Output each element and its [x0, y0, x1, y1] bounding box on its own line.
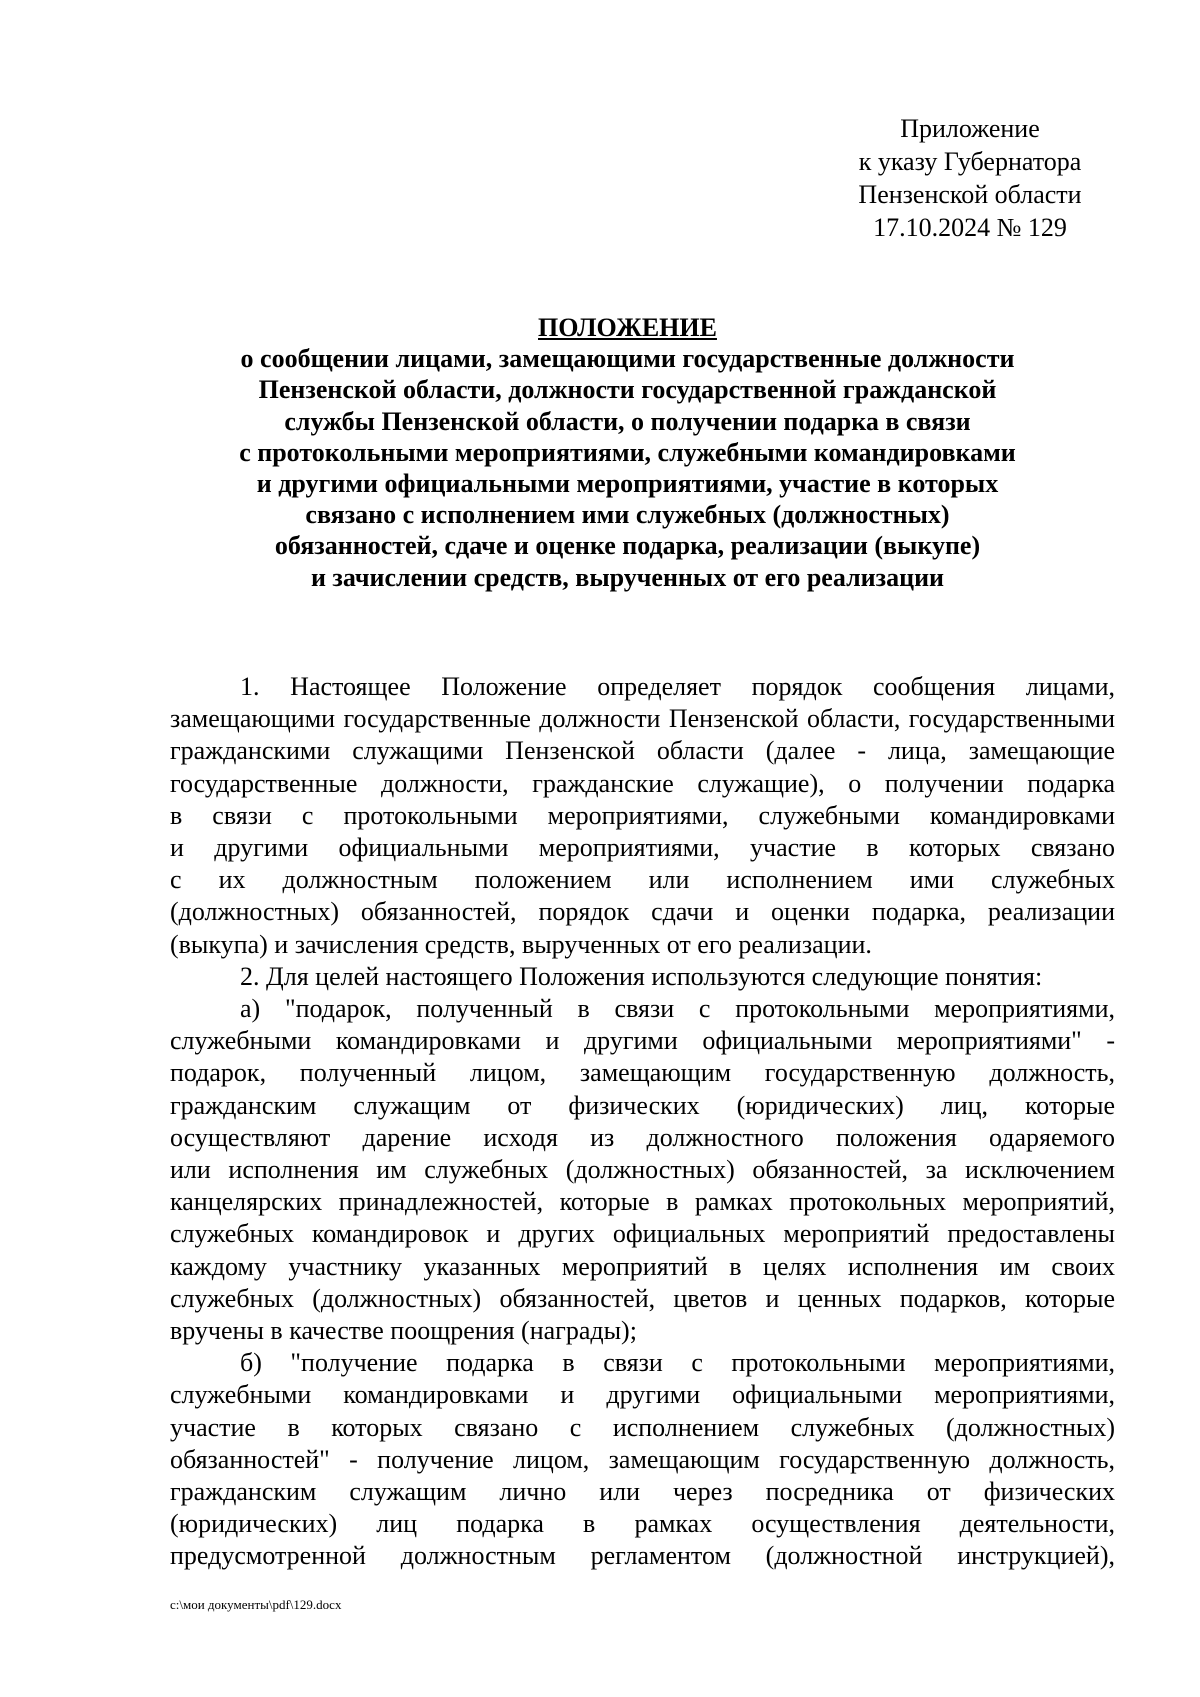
paragraph-a-line: осуществляют дарение исходя из должностного положения одаряемого [170, 1122, 1115, 1152]
paragraph-a-line: а) "подарок, полученный в связи с протокольными мероприятиями, [240, 994, 1115, 1024]
paragraph-a-line: служебных командировок и других официальных мероприятий предоставлены [170, 1219, 1115, 1249]
paragraph-1-line: замещающими государственные должности Пензенской области, государственными [170, 704, 1115, 734]
paragraph-1-line: государственные должности, гражданские служащие), о получении подарка [170, 768, 1115, 798]
paragraph-1-line: с их должностным положением или исполнением ими служебных [170, 865, 1115, 895]
paragraph-b-line: б) "получение подарка в связи с протокольными мероприятиями, [240, 1348, 1115, 1378]
title-line: обязанностей, сдаче и оценке подарка, реализации (выкупе) [274, 531, 981, 561]
paragraph-b-line: (юридических) лиц подарка в рамках осуществления деятельности, [170, 1509, 1115, 1539]
paragraph-a-line: или исполнения им служебных (должностных) обязанностей, за исключением [170, 1155, 1115, 1185]
paragraph-a-line: подарок, полученный лицом, замещающим государственную должность, [170, 1058, 1115, 1088]
paragraph-1-line: и другими официальными мероприятиями, участие в которых связано [170, 833, 1115, 863]
document-body [170, 671, 1115, 1573]
paragraph-b-line: участие в которых связано с исполнением служебных (должностных) [170, 1412, 1115, 1442]
paragraph-1-line: гражданскими служащими Пензенской области (далее - лица, замещающие [170, 736, 1115, 766]
appendix-block [840, 112, 1100, 244]
document-title [170, 312, 1085, 593]
paragraph-b-line: предусмотренной должностным регламентом (должностной инструкцией), [170, 1541, 1115, 1571]
paragraph-1-line: в связи с протокольными мероприятиями, служебными командировками [170, 800, 1115, 830]
title-line: связано с исполнением ими служебных (должностных) [305, 500, 950, 530]
title-line: о сообщении лицами, замещающими государственные должности [240, 344, 1015, 374]
file-path-footer: c:\мои документы\pdf\129.docx [170, 1597, 342, 1612]
title-line: и зачислении средств, вырученных от его реализации [310, 562, 945, 592]
appendix-date-number: 17.10.2024 № 129 [873, 213, 1067, 242]
title-line: Пензенской области, должности государственной гражданской [258, 375, 997, 405]
paragraph-2-line: 2. Для целей настоящего Положения используются следующие понятия: [240, 961, 1043, 991]
appendix-line: Приложение [900, 114, 1040, 143]
paragraph-1-line: (должностных) обязанностей, порядок сдачи и оценки подарка, реализации [170, 897, 1115, 927]
paragraph-a-line: вручены в качестве поощрения (награды); [170, 1316, 637, 1346]
title-line: службы Пензенской области, о получении подарка в связи [284, 406, 971, 436]
paragraph-1-line: 1. Настоящее Положение определяет порядок сообщения лицами, [240, 672, 1115, 701]
appendix-line: к указу Губернатора [858, 147, 1082, 176]
paragraph-a-line: канцелярских принадлежностей, которые в рамках протокольных мероприятий, [170, 1187, 1115, 1217]
appendix-line: Пензенской области [858, 180, 1082, 209]
paragraph-b-line: гражданским служащим лично или через посредника от физических [170, 1477, 1115, 1507]
paragraph-b-line: обязанностей" - получение лицом, замещающим государственную должность, [170, 1444, 1115, 1474]
title-heading: ПОЛОЖЕНИЕ [538, 313, 717, 342]
title-line: с протокольными мероприятиями, служебными командировками [239, 437, 1016, 467]
paragraph-a-line: гражданским служащим от физических (юридических) лиц, которые [170, 1090, 1115, 1120]
paragraph-a-line: служебных (должностных) обязанностей, цветов и ценных подарков, которые [170, 1283, 1115, 1313]
paragraph-a-line: служебными командировками и другими официальными мероприятиями" - [170, 1026, 1115, 1056]
title-line: и другими официальными мероприятиями, участие в которых [256, 469, 999, 499]
paragraph-b-line: служебными командировками и другими официальными мероприятиями, [170, 1380, 1115, 1410]
paragraph-1-line: (выкупа) и зачисления средств, вырученных от его реализации. [170, 929, 872, 959]
paragraph-a-line: каждому участнику указанных мероприятий в целях исполнения им своих [170, 1251, 1115, 1281]
